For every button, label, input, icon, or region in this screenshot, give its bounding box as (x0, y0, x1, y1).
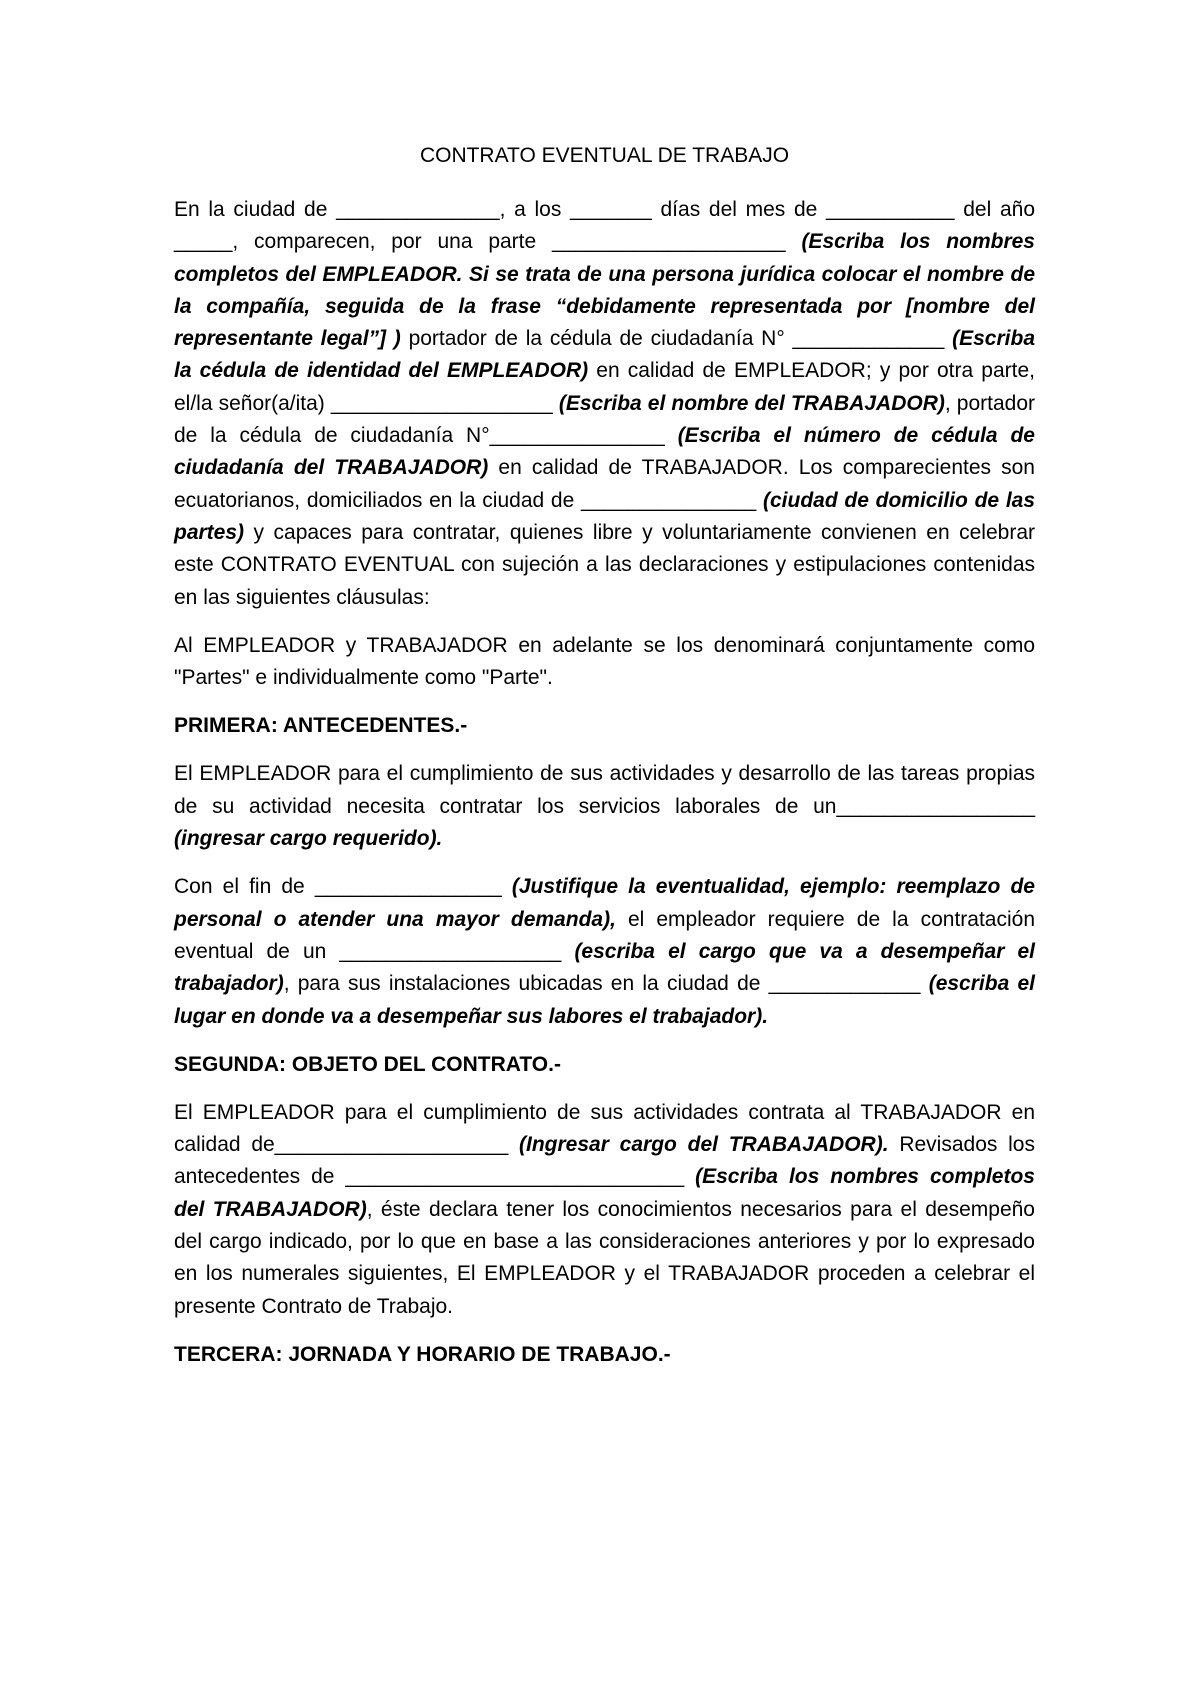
clause2-p1-instruction-2: (Escriba los nombres completos del TRABAJADOR) (174, 1165, 1035, 1221)
intro-instruction-4: (Escriba el número de cédula de ciudadanía del TRABAJADOR) (174, 424, 1035, 480)
clause2-p1-text-2: Revisados los antecedentes de _____________________________ (174, 1133, 1035, 1189)
clause-tercera-heading: TERCERA: JORNADA Y HORARIO DE TRABAJO.- (174, 1342, 671, 1366)
clause-primera-heading: PRIMERA: ANTECEDENTES.- (174, 714, 468, 738)
clause-primera-paragraph-1 (174, 758, 1035, 855)
intro-text-3: en calidad de EMPLEADOR; y por otra parte, el/la señor(a/ita) ___________________ (174, 359, 1035, 415)
intro-text-5: en calidad de TRABAJADOR. Los comparecientes son ecuatorianos, domiciliados en la ciudad de _______________ (174, 456, 1035, 512)
clause1-p2-instruction-1: (Justifique la eventualidad, ejemplo: reemplazo de personal o atender una mayor demanda), (174, 875, 1035, 931)
clause2-p1-text-3: , éste declara tener los conocimientos necesarios para el desempeño del cargo indicado, por lo que en base a las consideraciones anteriores y por lo expresado en los numerales siguientes, El EMPLEADOR y el TRABAJADOR proceden a celebrar el presente Contrato de Trabajo. (174, 1197, 1035, 1318)
clause1-p2-text-2: el empleador requiere de la contratación eventual de un ___________________ (174, 907, 1035, 963)
intro-instruction-2: (Escriba la cédula de identidad del EMPLEADOR) (174, 327, 1035, 383)
intro-instruction-3: (Escriba el nombre del TRABAJADOR) (558, 391, 945, 415)
intro-text-2: portador de la cédula de ciudadanía N° _____________ (400, 327, 953, 351)
clause1-p2-instruction-2: (escriba el cargo que va a desempeñar el trabajador) (174, 939, 1036, 996)
intro-paragraph (174, 194, 1035, 614)
clause1-p2-instruction-3: (escriba el lugar en donde va a desempeñar sus labores el trabajador). (174, 972, 1035, 1028)
intro-text-6: y capaces para contratar, quienes libre y voluntariamente convienen en celebrar este CONTRATO EVENTUAL con sujeción a las declaraciones y estipulaciones contenidas en las siguientes cláusulas: (174, 520, 1035, 609)
clause1-p2-text-3: , para sus instalaciones ubicadas en la ciudad de _____________ (283, 972, 929, 996)
intro-text-4: , portador de la cédula de ciudadanía N°_______________ (174, 391, 1035, 448)
clause1-p1-instruction-1: (ingresar cargo requerido). (174, 827, 443, 851)
clause2-p1-text-1: El EMPLEADOR para el cumplimiento de sus actividades contrata al TRABAJADOR en calidad de____________________ (174, 1100, 1035, 1157)
clause-primera-paragraph-2 (174, 871, 1035, 1032)
clause2-p1-instruction-1: (Ingresar cargo del TRABAJADOR). (519, 1133, 889, 1157)
clause-segunda-heading: SEGUNDA: OBJETO DEL CONTRATO.- (174, 1052, 561, 1076)
parties-paragraph: Al EMPLEADOR y TRABAJADOR en adelante se los denominará conjuntamente como "Partes" e individualmente como "Parte". (174, 633, 1035, 690)
clause1-p2-text-1: Con el fin de ________________ (174, 875, 512, 899)
intro-text-1: En la ciudad de ______________, a los _______ días del mes de ___________ del año _____, comparecen, por una parte ____________________ (174, 198, 1035, 254)
intro-instruction-5: (ciudad de domicilio de las partes) (174, 488, 1036, 544)
clause-segunda-paragraph-1 (174, 1097, 1035, 1323)
document-title: CONTRATO EVENTUAL DE TRABAJO (419, 144, 790, 167)
clause1-p1-text-1: El EMPLEADOR para el cumplimiento de sus actividades y desarrollo de las tareas propias de su actividad necesita contratar los servicios laborales de un_________________ (174, 762, 1035, 818)
intro-instruction-1: (Escriba los nombres completos del EMPLEADOR. Si se trata de una persona jurídica colocar el nombre de la compañía, seguida de la frase “debidamente representada por [nombre del representante legal”] ) (174, 230, 1035, 351)
